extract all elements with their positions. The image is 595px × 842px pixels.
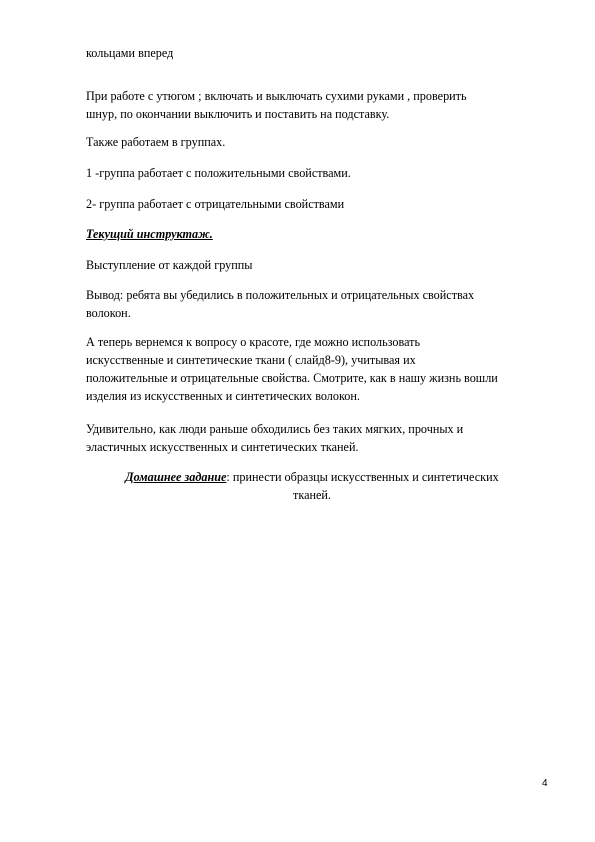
text-line: 2- группа работает с отрицательными свойствами xyxy=(86,197,345,211)
text-line: 1 -группа работает с положительными свойствами. xyxy=(86,166,351,180)
text-line: Вывод: ребята вы убедились в положительных и отрицательных свойствах xyxy=(86,288,475,302)
homework-label: Домашнее задание xyxy=(125,470,227,484)
text-line: положительные и отрицательные свойства. Смотрите, как в нашу жизнь вошли xyxy=(86,371,498,385)
text-line: кольцами вперед xyxy=(86,46,174,60)
paragraph-conclusion xyxy=(86,286,538,322)
homework-text: : принести образцы искусственных и синтетических xyxy=(226,470,499,484)
text-line: При работе с утюгом ; включать и выключать сухими руками , проверить xyxy=(86,89,467,103)
instruction-heading: Текущий инструктаж. xyxy=(86,227,213,241)
paragraph-text xyxy=(86,256,538,274)
paragraph-text xyxy=(86,44,538,62)
paragraph-text xyxy=(86,420,538,456)
text-line: шнур, по окончании выключить и поставить на подставку. xyxy=(86,107,390,121)
text-line: Также работаем в группах. xyxy=(86,135,226,149)
text-line: А теперь вернемся к вопросу о красоте, где можно использовать xyxy=(86,335,421,349)
paragraph-text xyxy=(86,195,538,213)
text-line: тканей. xyxy=(293,488,331,502)
text-line: искусственные и синтетические ткани ( слайд8-9), учитывая их xyxy=(86,353,416,367)
text-line: Выступление от каждой группы xyxy=(86,258,253,272)
page-number: 4 xyxy=(542,778,548,789)
text-line: эластичных искусственных и синтетических тканей. xyxy=(86,440,359,454)
paragraph-text xyxy=(86,133,538,151)
paragraph-heading xyxy=(86,225,538,243)
paragraph-text xyxy=(86,164,538,182)
text-line: Удивительно, как люди раньше обходились без таких мягких, прочных и xyxy=(86,422,464,436)
text-line: изделия из искусственных и синтетических волокон. xyxy=(86,389,360,403)
text-line: волокон. xyxy=(86,306,131,320)
homework-paragraph xyxy=(86,468,538,504)
paragraph-text xyxy=(86,87,538,123)
paragraph-text xyxy=(86,333,538,405)
